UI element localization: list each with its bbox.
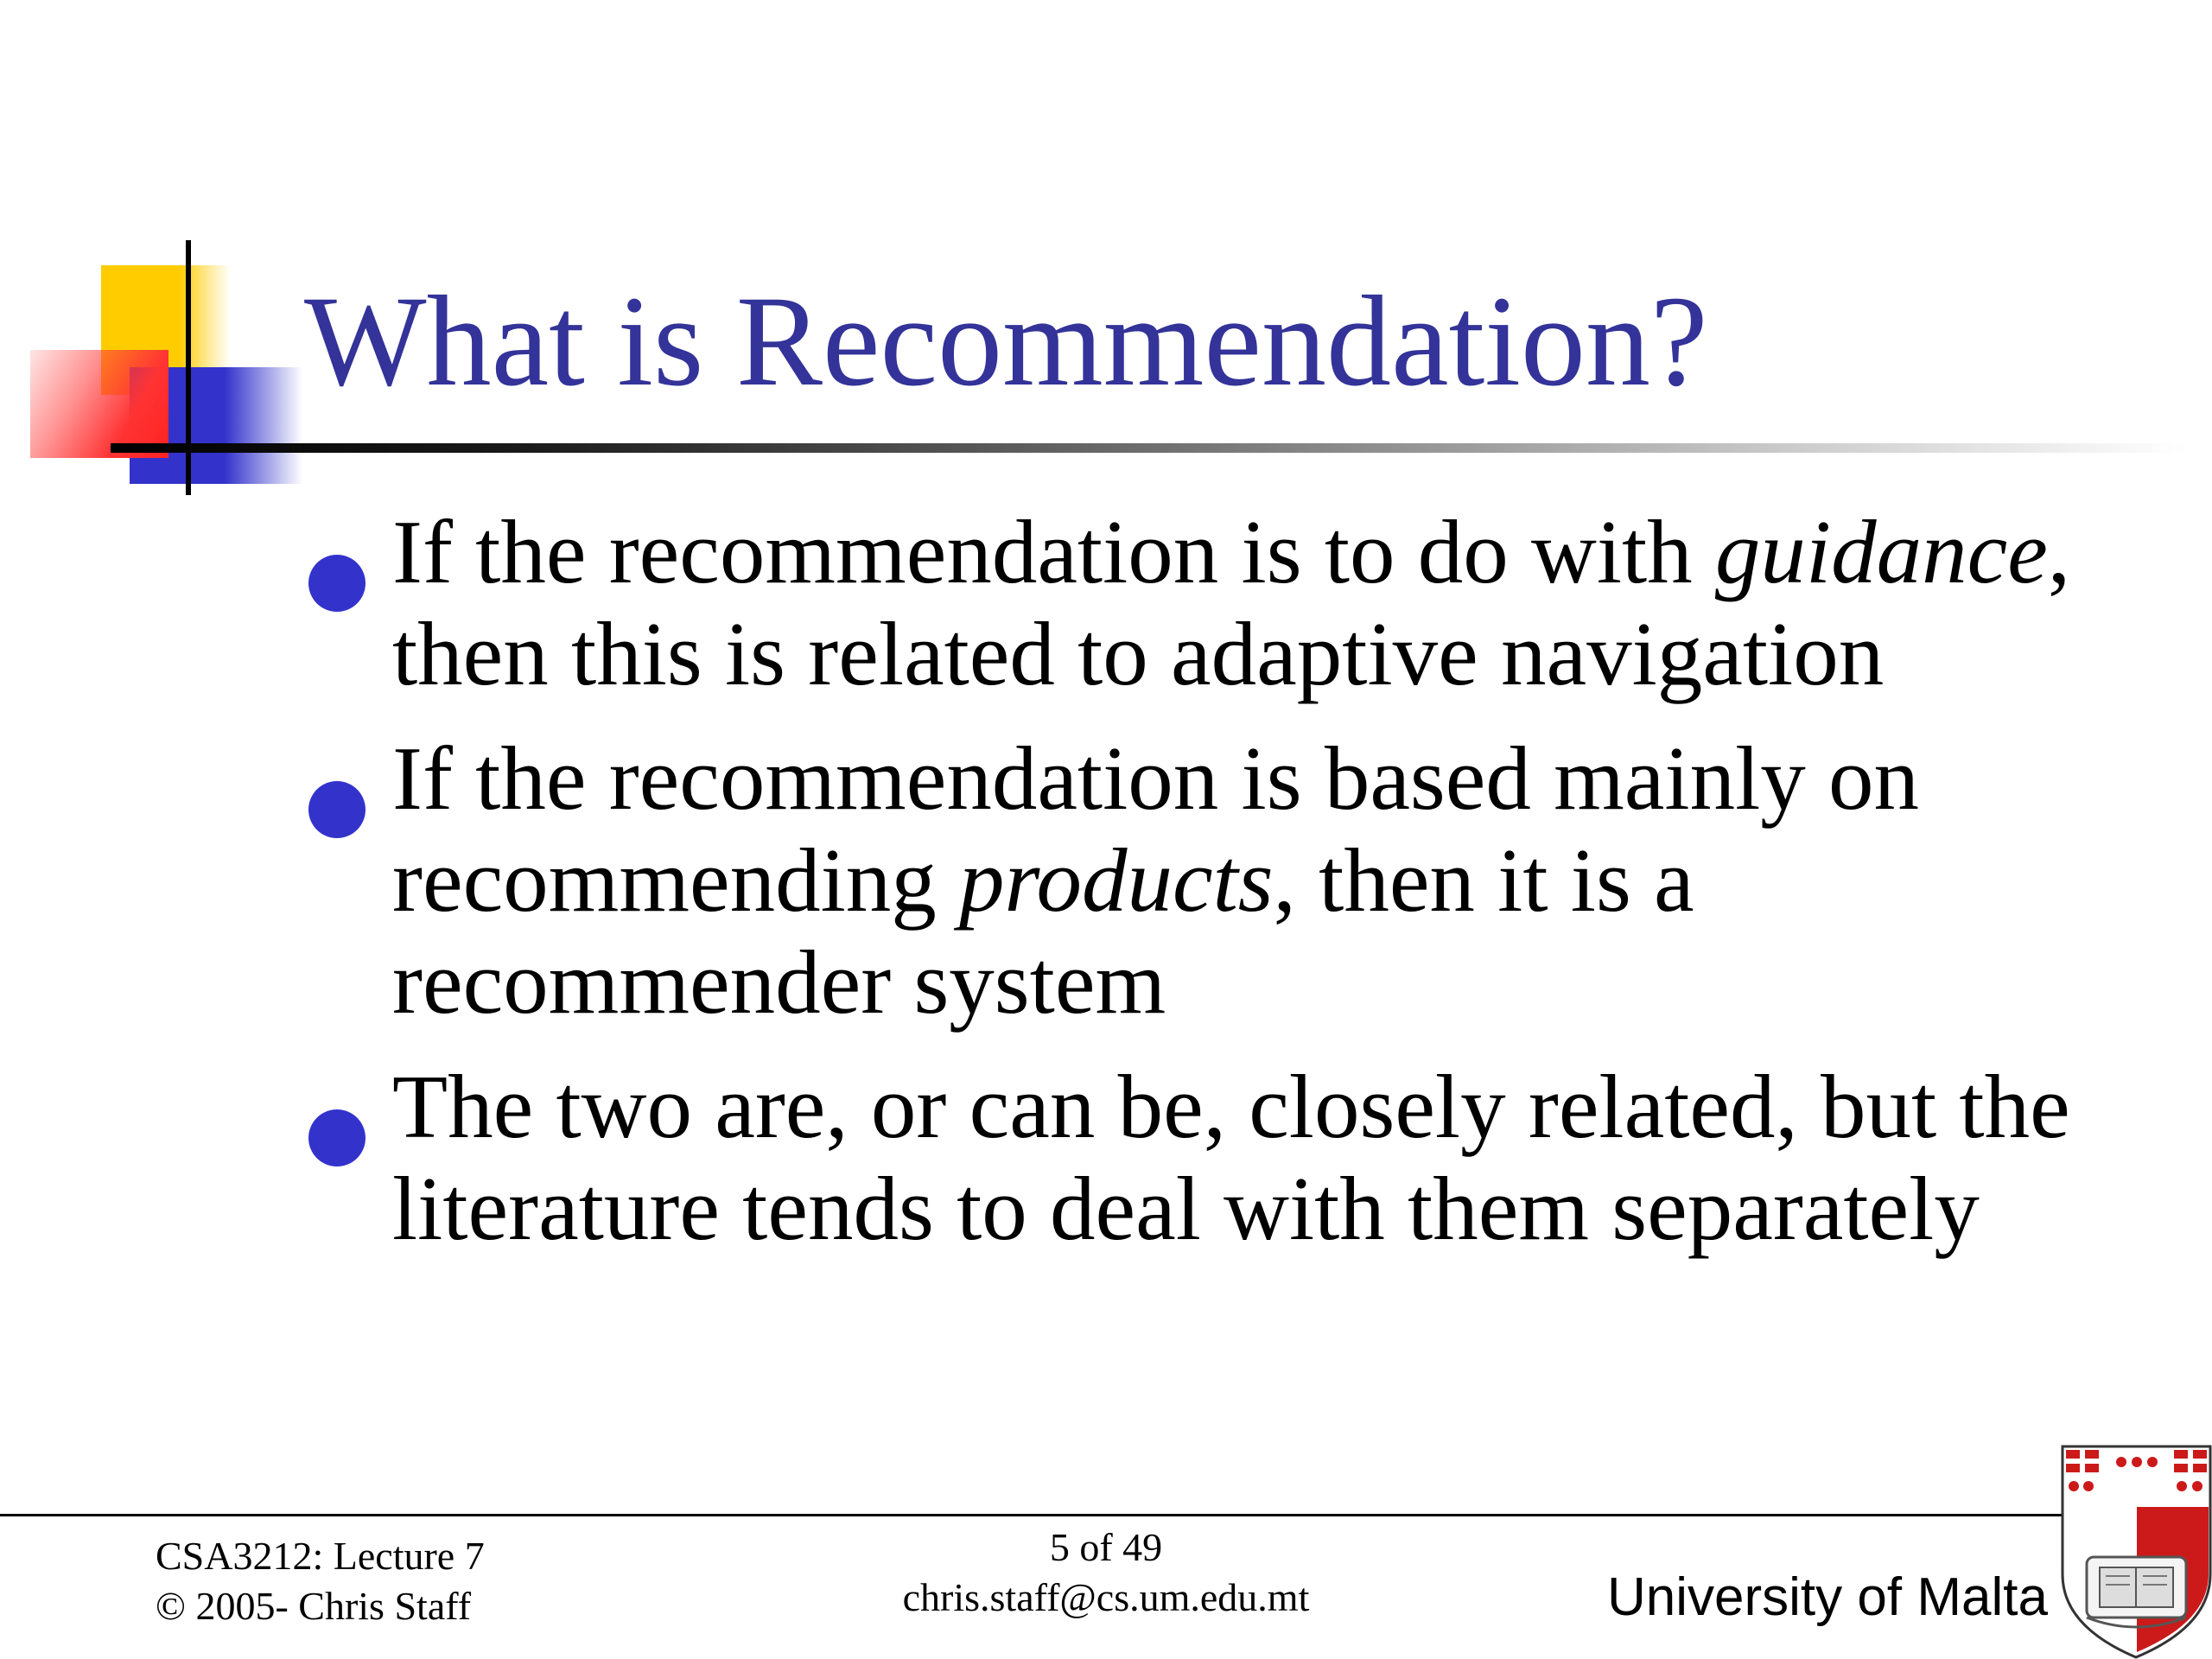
university-crest-logo bbox=[2061, 1445, 2212, 1659]
author-email: chris.staff@cs.um.edu.mt bbox=[902, 1575, 1310, 1619]
bullet-text: If the recommendation is based mainly on recommending bbox=[392, 728, 1920, 931]
bullet-text: , then it is a recommender system bbox=[392, 830, 1694, 1033]
university-name: University of Malta bbox=[1607, 1567, 2048, 1627]
bullet-item bbox=[304, 1056, 2101, 1260]
page-number: 5 of 49 bbox=[1049, 1525, 1163, 1569]
bullet-list bbox=[304, 501, 2101, 1282]
bullet-item bbox=[304, 728, 2101, 1033]
bullet-emphasis: guidance bbox=[1714, 501, 2048, 602]
decor-vertical-line bbox=[186, 240, 191, 495]
footer-course-info bbox=[156, 1531, 485, 1631]
bullet-text: , then this is related to adaptive navigation bbox=[392, 501, 2071, 704]
footer-page-info bbox=[847, 1522, 1365, 1623]
bullet-dot-icon bbox=[308, 555, 365, 612]
bullet-item bbox=[304, 501, 2101, 705]
title-underline bbox=[111, 443, 2184, 453]
bullet-emphasis: products bbox=[959, 830, 1274, 931]
decor-red-square bbox=[30, 350, 168, 458]
footer-divider bbox=[0, 1514, 2065, 1516]
course-label: CSA3212: Lecture 7 bbox=[156, 1534, 485, 1578]
slide-title: What is Recommendation? bbox=[304, 270, 1708, 413]
bullet-text: If the recommendation is to do with bbox=[392, 501, 1715, 602]
bullet-dot-icon bbox=[308, 781, 365, 838]
bullet-dot-icon bbox=[308, 1109, 365, 1166]
copyright-label: © 2005- Chris Staff bbox=[156, 1584, 472, 1628]
bullet-text: The two are, or can be, closely related, but the literature tends to deal with them separately bbox=[392, 1056, 2070, 1259]
